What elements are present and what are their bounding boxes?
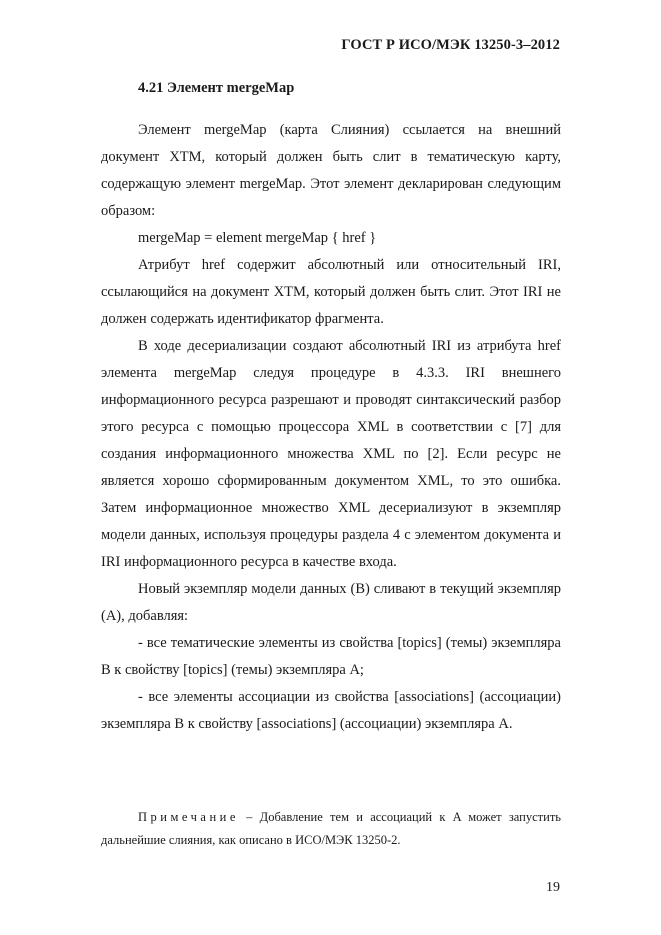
page-number: 19 [546,880,560,895]
note-text: – Добавление тем и ассоциаций к A может запустить дальнейшие слияния, как описано в ИСО/МЭК 13250-2. [101,810,561,847]
paragraph-href: Атрибут href содержит абсолютный или относительный IRI, ссылающийся на документ XTM, который должен быть слит. Этот IRI не должен содержать идентификатор фрагмента. [101,257,561,327]
body-text [101,117,561,738]
paragraph-deserialization: В ходе десериализации создают абсолютный IRI из атрибута href элемента mergeMap следуя процедуре в 4.3.3. IRI внешнего информационного ресурса разрешают и проводят синтаксический разбор этого ресурса с помощью процессора XML в соответствии с [7] для создания информационного множества XML по [2]. Если ресурс не является хорошо сформированным документом XML, то это ошибка. Затем информационное множество XML десериализуют в экземпляр модели данных, используя процедуры раздела 4 с элементом документа и IRI информационного ресурса в качестве входа. [101,338,561,570]
list-item-topics: - все тематические элементы из свойства [topics] (темы) экземпляра B к свойству [topics] (темы) экземпляра A; [101,635,561,678]
paragraph-intro: Элемент mergeMap (карта Слияния) ссылается на внешний документ XTM, который должен быть слит в тематическую карту, содержащую элемент mergeMap. Этот элемент декларирован следующим образом: [101,122,561,219]
section-heading: 4.21 Элемент mergeMap [138,80,295,96]
paragraph-declaration: mergeMap = element mergeMap { href } [138,230,377,246]
note [101,806,561,852]
note-label: Примечание [138,810,239,824]
document-header: ГОСТ Р ИСО/МЭК 13250-3–2012 [341,37,560,53]
list-item-associations: - все элементы ассоциации из свойства [associations] (ассоциации) экземпляра B к свойству [associations] (ассоциации) экземпляра A. [101,689,561,732]
paragraph-merge: Новый экземпляр модели данных (B) сливают в текущий экземпляр (A), добавляя: [101,581,561,624]
